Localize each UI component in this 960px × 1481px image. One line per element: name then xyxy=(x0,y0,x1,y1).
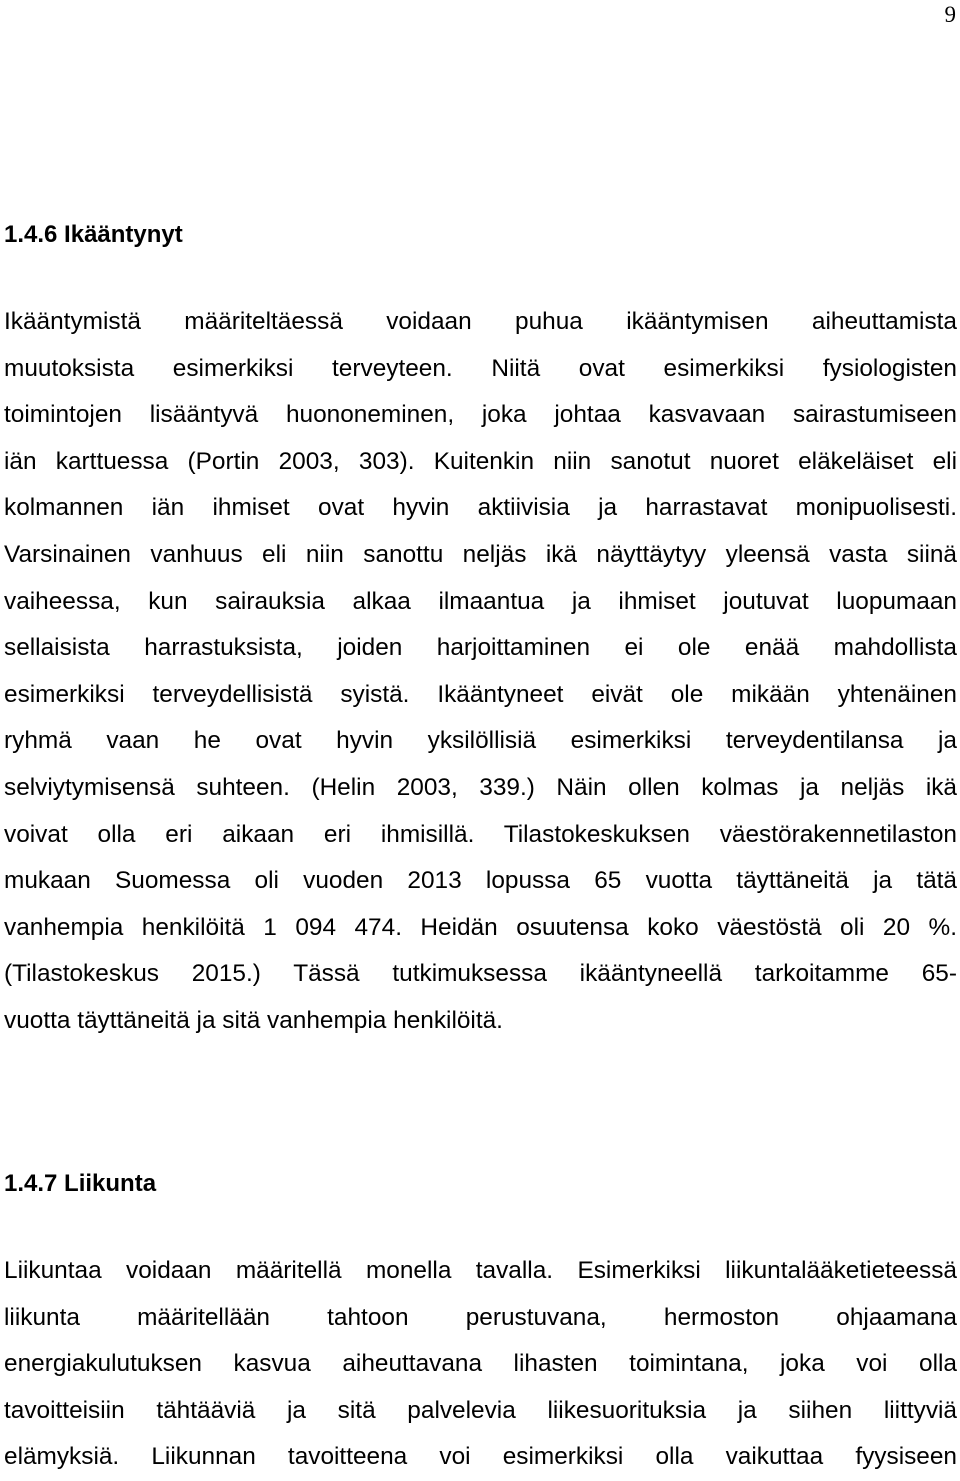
text-line: esimerkiksi terveydellisistä syistä. Ikääntyneet eivät ole mikään yhtenäinen xyxy=(4,680,957,708)
text-line: Liikuntaa voidaan määritellä monella tavalla. Esimerkiksi liikuntalääketieteessä xyxy=(4,1257,957,1284)
text-line: kolmannen iän ihmiset ovat hyvin aktiivisia ja harrastavat monipuolisesti. xyxy=(4,494,957,522)
text-line: toimintojen lisääntyvä huononeminen, joka johtaa kasvavaan sairastumiseen xyxy=(4,401,957,429)
text-line: mukaan Suomessa oli vuoden 2013 lopussa 65 vuotta täyttäneitä ja tätä xyxy=(4,867,957,895)
text-line: vanhempia henkilöitä 1 094 474. Heidän osuutensa koko väestöstä oli 20 %. xyxy=(4,913,957,941)
text-line: energiakulutuksen kasvua aiheuttavana lihasten toimintana, joka voi olla xyxy=(4,1350,957,1378)
paragraph-liikunta xyxy=(4,1248,957,1481)
text-line: selviytymisensä suhteen. (Helin 2003, 339.) Näin ollen kolmas ja neljäs ikä xyxy=(4,773,957,801)
text-line: sellaisista harrastuksista, joiden harjoittaminen ei ole enää mahdollista xyxy=(4,634,957,662)
paragraph-ikaantynyt xyxy=(4,299,957,1045)
section-heading-liikunta: 1.4.7 Liikunta xyxy=(4,1170,157,1197)
section-heading-ikaantynyt: 1.4.6 Ikääntynyt xyxy=(4,221,183,248)
text-line: ryhmä vaan he ovat hyvin yksilöllisiä esimerkiksi terveydentilansa ja xyxy=(4,727,957,755)
text-line: (Tilastokeskus 2015.) Tässä tutkimuksessa ikääntyneellä tarkoitamme 65- xyxy=(4,960,957,988)
text-line: vuotta täyttäneitä ja sitä vanhempia henkilöitä. xyxy=(4,1006,503,1034)
text-line: iän karttuessa (Portin 2003, 303). Kuitenkin niin sanotut nuoret eläkeläiset eli xyxy=(4,447,957,475)
text-line: voivat olla eri aikaan eri ihmisillä. Tilastokeskuksen väestörakennetilaston xyxy=(4,820,957,848)
page-number: 9 xyxy=(944,2,956,27)
text-line: elämyksiä. Liikunnan tavoitteena voi esimerkiksi olla vaikuttaa fyysiseen xyxy=(4,1443,957,1471)
text-line: liikunta määritellään tahtoon perustuvana, hermoston ohjaamana xyxy=(4,1303,957,1331)
text-line: tavoitteisiin tähtääviä ja sitä palvelevia liikesuorituksia ja siihen liittyviä xyxy=(4,1396,957,1424)
text-line: vaiheessa, kun sairauksia alkaa ilmaantua ja ihmiset joutuvat luopumaan xyxy=(4,587,957,615)
text-line: muutoksista esimerkiksi terveyteen. Niitä ovat esimerkiksi fysiologisten xyxy=(4,354,957,382)
text-line: Varsinainen vanhuus eli niin sanottu neljäs ikä näyttäytyy yleensä vasta siinä xyxy=(4,540,957,568)
text-line: Ikääntymistä määriteltäessä voidaan puhua ikääntymisen aiheuttamista xyxy=(4,308,957,335)
